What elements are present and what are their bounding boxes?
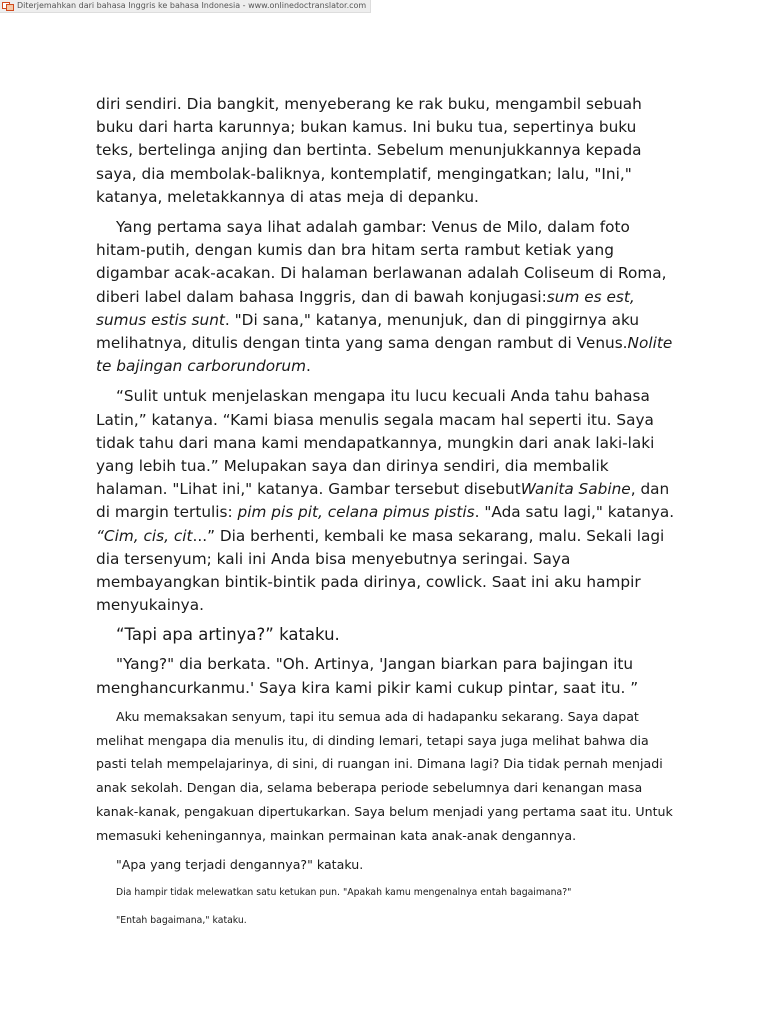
paragraph-2 — [96, 216, 676, 378]
paragraph-2-italic-conjugation: sum es est, sumus estis sunt — [96, 287, 635, 329]
paragraph-3-text-c: , dan di margin tertulis: — [96, 480, 670, 522]
paragraph-3-italic-cim: “Cim, cis, cit — [96, 526, 193, 545]
paragraph-3 — [96, 385, 676, 617]
translator-banner[interactable] — [0, 0, 371, 13]
paragraph-1: diri sendiri. Dia bangkit, menyeberang ke rak buku, mengambil sebuah buku dari harta karunnya; bukan kamus. Ini buku tua, sepertinya buku teks, bertelinga anjing dan bertinta. Sebelum menunjukkannya kepada saya, dia membolak-baliknya, kontemplatif, mengingatkan; lalu, "Ini," katanya, meletakkannya di atas meja di depanku. — [96, 95, 642, 206]
translator-logo-icon — [2, 2, 14, 11]
paragraph-6: Aku memaksakan senyum, tapi itu semua ada di hadapanku sekarang. Saya dapat melihat mengapa dia menulis itu, di dinding lemari, tetapi saya juga melihat bahwa dia pasti telah mempelajarinya, di sini, di ruangan ini. Dimana lagi? Dia tidak pernah menjadi anak sekolah. Dengan dia, selama beberapa periode sebelumnya dari kenangan masa kanak-kanak, pengakuan dipertukarkan. Saya belum menjadi yang pertama saat itu. Untuk memasuki keheningannya, mainkan permainan kata anak-anak dengannya. — [96, 708, 673, 843]
paragraph-3-text-e: . "Ada satu lagi," katanya. — [474, 503, 675, 522]
paragraph-5: "Yang?" dia berkata. "Oh. Artinya, 'Jangan biarkan para bajingan itu menghancurkanmu.' Saya kira kami pikir kami cukup pintar, saat itu. ” — [96, 655, 639, 697]
paragraph-3-text-g: ...” Dia berhenti, kembali ke masa sekarang, malu. Sekali lagi dia tersenyum; kali ini Anda bisa menyebutnya seringai. Saya membayangkan bintik-bintik pada dirinya, cowlick. Saat ini aku hampir menyukainya. — [96, 526, 665, 615]
paragraph-2-text-c: . "Di sana," katanya, menunjuk, dan di pinggirnya aku melihatnya, ditulis dengan tinta yang sama dengan rambut di Venus. — [96, 310, 640, 353]
paragraph-3-italic-title: Wanita Sabine — [520, 480, 631, 499]
paragraph-8: Dia hampir tidak melewatkan satu ketukan pun. "Apakah kamu mengenalnya entah bagaimana?" — [116, 887, 572, 899]
paragraph-2-text-e: . — [305, 357, 311, 376]
paragraph-3-italic-margin: pim pis pit, celana pimus pistis — [237, 503, 475, 522]
paragraph-2-text-a: Yang pertama saya lihat adalah gambar: Venus de Milo, dalam foto hitam-putih, dengan kumis dan bra hitam serta rambut ketiak yang digambar acak-acakan. Di halaman berlawanan adalah Coliseum di Roma, diberi label dalam bahasa Inggris, dan di bawah konjugasi: — [96, 218, 667, 306]
paragraph-7: "Apa yang terjadi dengannya?" kataku. — [116, 856, 364, 872]
document-page — [96, 93, 676, 928]
paragraph-2-italic-latin: Nolite te bajingan carborundorum — [96, 334, 673, 376]
paragraph-4: “Tapi apa artinya?” kataku. — [116, 625, 340, 645]
paragraph-3-text-a: “Sulit untuk menjelaskan mengapa itu lucu kecuali Anda tahu bahasa Latin,” katanya. “Kami biasa menulis segala macam hal seperti itu. Saya tidak tahu dari mana kami mendapatkannya, mungkin dari anak laki-laki yang lebih tua.” Melupakan saya dan dirinya sendiri, dia membalik halaman. "Lihat ini," katanya. Gambar tersebut disebut — [96, 387, 655, 499]
paragraph-9: "Entah bagaimana," kataku. — [116, 915, 247, 927]
translator-banner-text[interactable]: Diterjemahkan dari bahasa Inggris ke bahasa Indonesia - www.onlinedoctranslator.com — [17, 1, 367, 10]
